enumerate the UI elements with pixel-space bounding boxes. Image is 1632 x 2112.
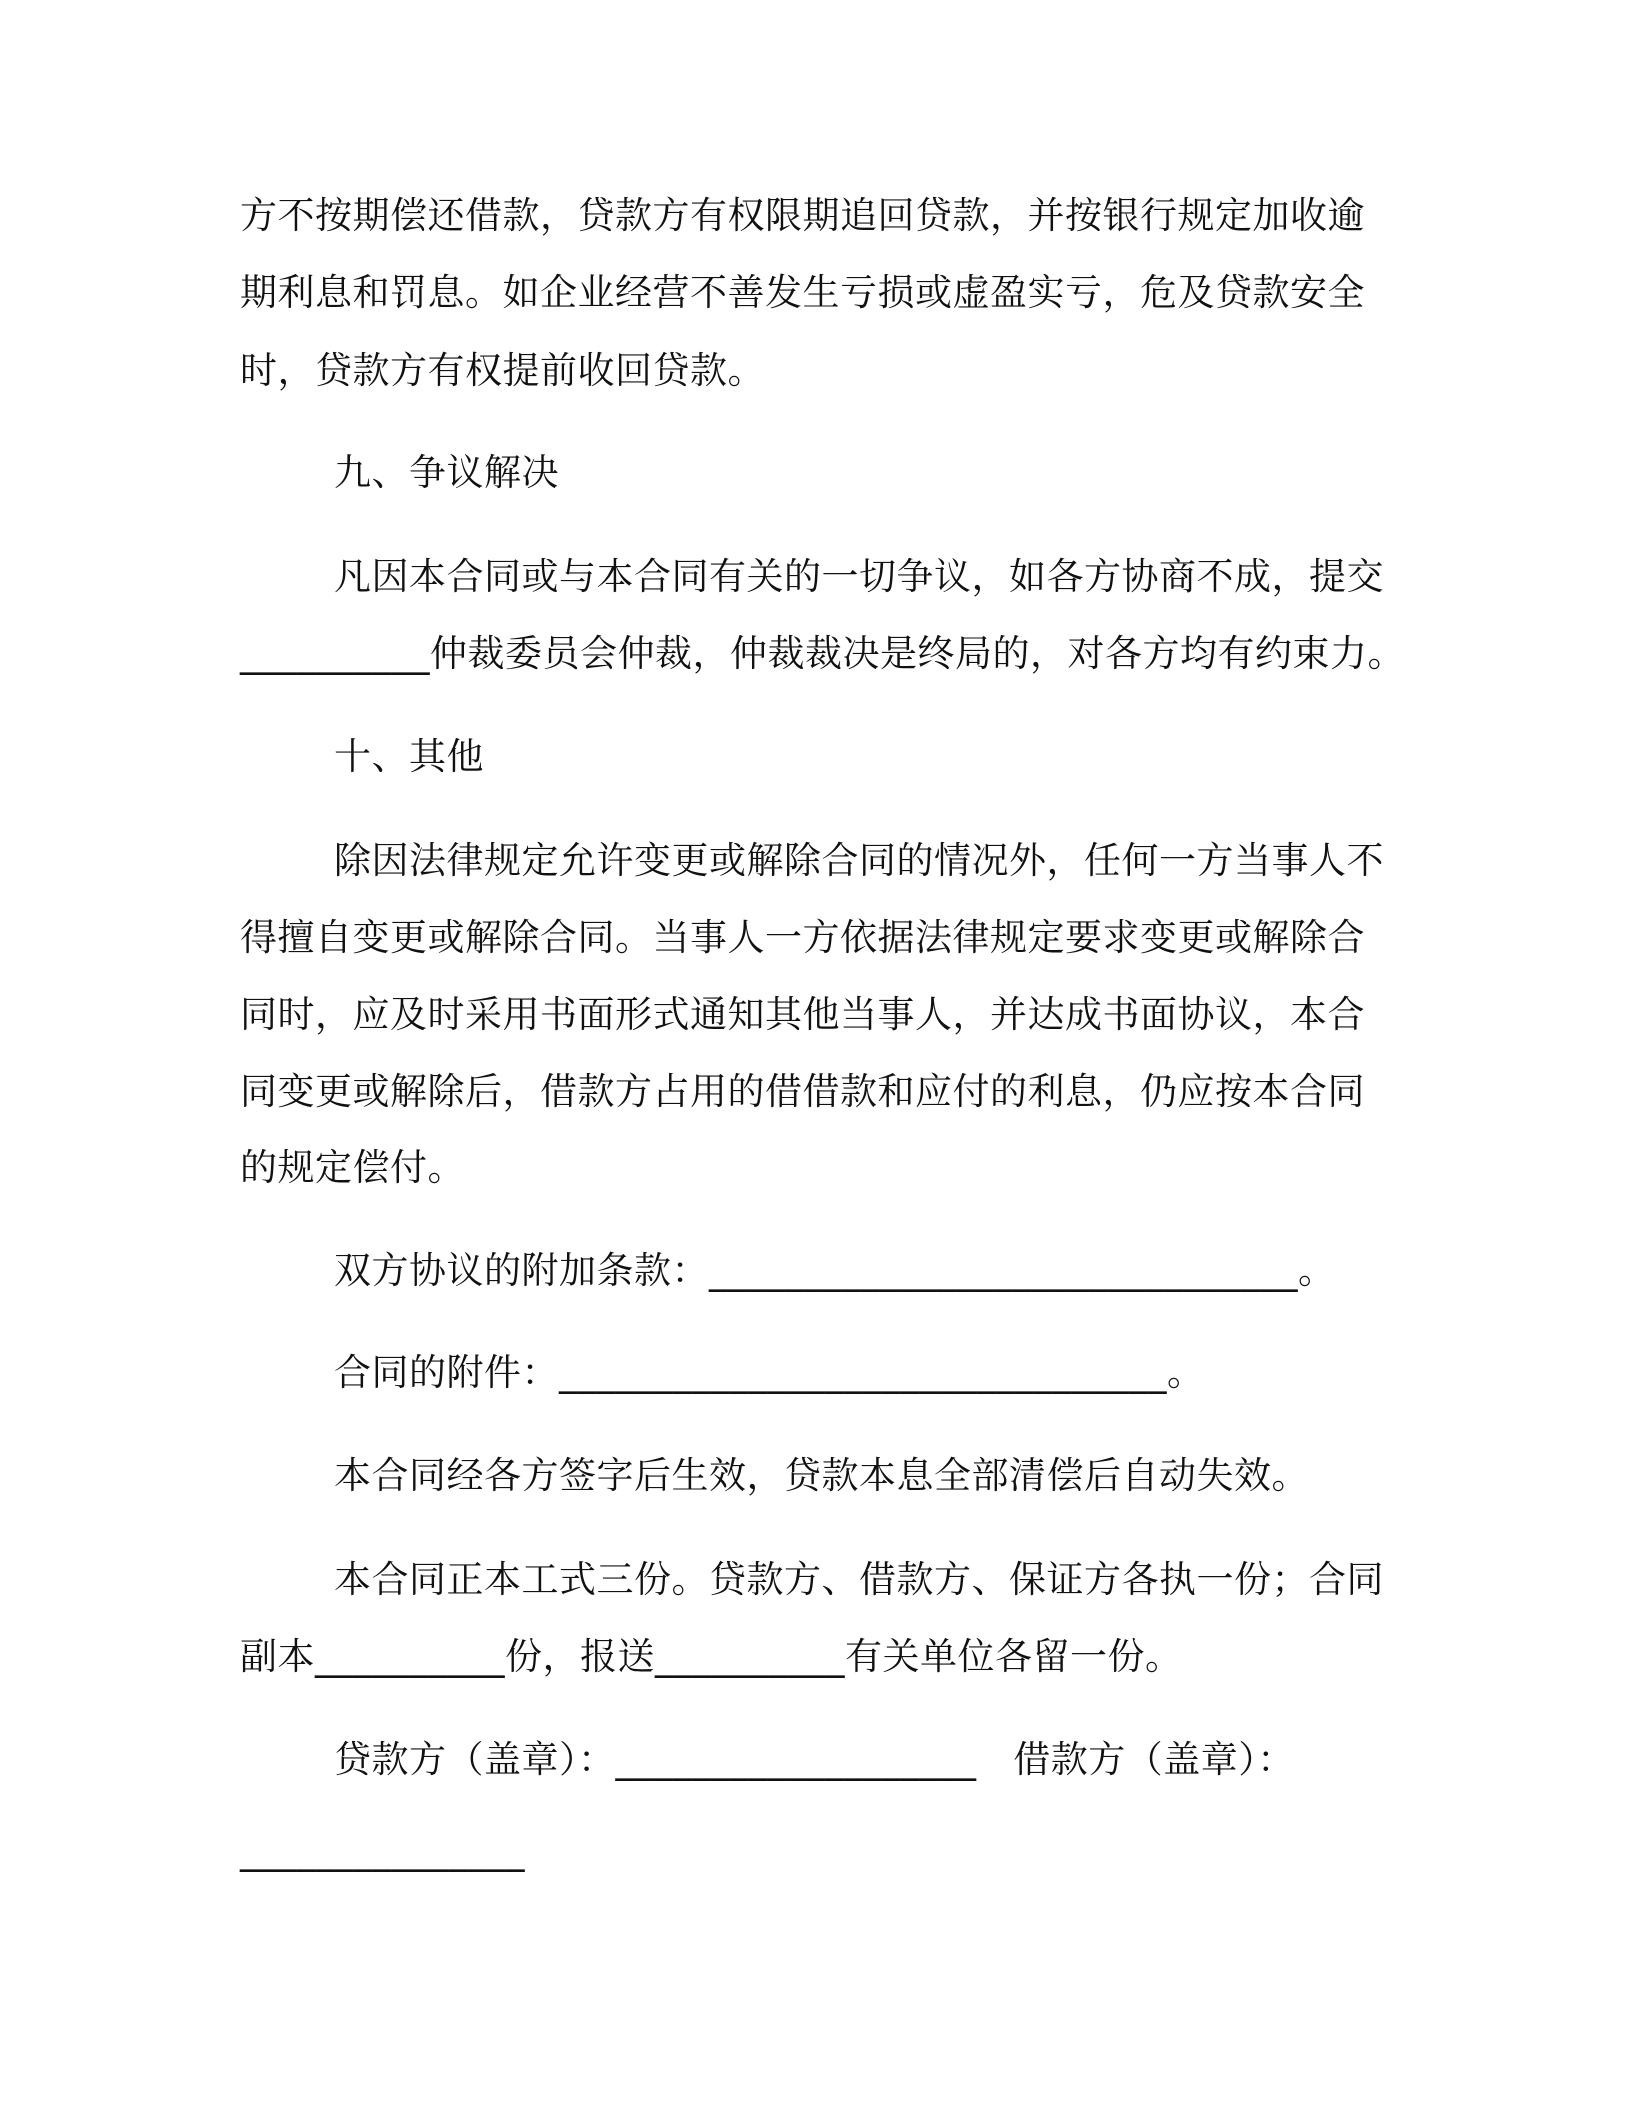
signature-blank: _______________ [240, 1829, 525, 1872]
section-heading-dispute: 九、争议解决 [334, 451, 559, 494]
text-line: 凡因本合同或与本合同有关的一切争议，如各方协商不成，提交 [334, 555, 1384, 598]
text-line: 除因法律规定允许变更或解除合同的情况外，任何一方当事人不 [334, 839, 1384, 882]
text-line: 得擅自变更或解除合同。当事人一方依据法律规定要求变更或解除合 [240, 916, 1365, 959]
text-line: 本合同正本工式三份。贷款方、借款方、保证方各执一份；合同 [334, 1558, 1384, 1601]
text-line: __________仲裁委员会仲裁，仲裁裁决是终局的，对各方均有约束力。 [240, 632, 1405, 675]
text-line: 同变更或解除后，借款方占用的借借款和应付的利息，仍应按本合同 [240, 1070, 1365, 1113]
effect-line: 本合同经各方签字后生效，贷款本息全部清偿后自动失效。 [334, 1454, 1309, 1497]
text-line: 方不按期偿还借款，贷款方有权限期追回贷款，并按银行规定加收逾 [240, 194, 1365, 237]
text-line: 期利息和罚息。如企业经营不善发生亏损或虚盈实亏，危及贷款安全 [240, 271, 1365, 314]
text-line: 同时，应及时采用书面形式通知其他当事人，并达成书面协议，本合 [240, 993, 1365, 1036]
text-line: 时，贷款方有权提前收回贷款。 [240, 349, 765, 392]
additional-terms-line: 双方协议的附加条款：_______________________________。 [334, 1249, 1336, 1292]
text-line: 副本__________份，报送__________有关单位各留一份。 [240, 1635, 1183, 1678]
text-line: 的规定偿付。 [240, 1146, 465, 1189]
signature-line: 贷款方（盖章）：___________________ 借款方（盖章）： [334, 1738, 1295, 1781]
section-heading-other: 十、其他 [334, 735, 484, 778]
attachments-line: 合同的附件：________________________________。 [334, 1351, 1205, 1394]
